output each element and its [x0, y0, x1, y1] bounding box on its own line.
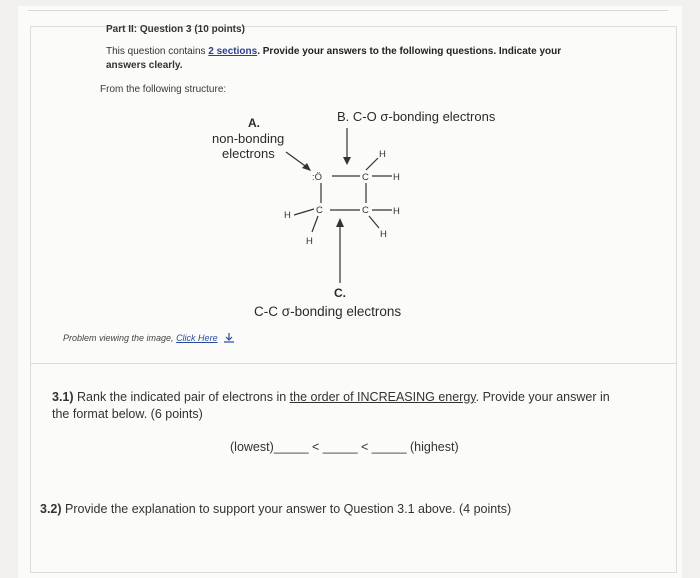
bond-c-h5	[312, 216, 318, 232]
q32-number: 3.2)	[40, 502, 62, 516]
q31-number: 3.1)	[52, 390, 74, 404]
question-3-1-line1	[52, 390, 610, 404]
bond-c-h4	[369, 216, 379, 228]
question-3-2	[40, 502, 511, 516]
q32-text: Provide the explanation to support your answer to Question 3.1 above. (4 points)	[61, 502, 512, 516]
sections-link[interactable]: 2 sections	[208, 46, 258, 57]
carbon-right-atom: C	[362, 205, 369, 216]
h-atom-1: H	[393, 172, 400, 183]
intro-text-pre: This question contains	[106, 46, 209, 57]
h-atom-6: H	[306, 236, 313, 247]
problem-text: Problem viewing the image,	[63, 333, 177, 343]
h-atom-3: H	[393, 206, 400, 217]
arrow-c-head	[336, 218, 344, 227]
bond-h-c	[294, 209, 314, 215]
label-a: A.	[248, 116, 260, 130]
label-c: C.	[334, 286, 346, 300]
h-atom-4: H	[380, 229, 387, 240]
oxygen-atom: :Ö	[312, 172, 323, 183]
q31-text-underline: the order of INCREASING energy	[289, 390, 476, 404]
label-a-line2: electrons	[222, 146, 275, 161]
q31-text-pre: Rank the indicated pair of electrons in	[73, 390, 290, 404]
intro-text-post: . Provide your answers to the following questions. Indicate your	[257, 46, 562, 57]
problem-viewing-line	[63, 332, 235, 343]
from-structure-label: From the following structure:	[100, 84, 227, 95]
h-atom-2: H	[379, 149, 386, 160]
q31-text-post: . Provide your answer in	[475, 390, 610, 404]
label-b: B. C-O σ-bonding electrons	[337, 109, 496, 124]
download-icon[interactable]	[223, 332, 235, 343]
intro-line-2: answers clearly.	[106, 60, 183, 71]
label-a-line1: non-bonding	[212, 131, 285, 146]
rank-format: (lowest)_____ < _____ < _____ (highest)	[230, 440, 459, 454]
question-title: Part II: Question 3 (10 points)	[106, 24, 245, 35]
h-atom-5: H	[284, 210, 291, 221]
label-c-text: C-C σ-bonding electrons	[254, 304, 402, 319]
arrow-b-head	[343, 157, 351, 165]
carbon-left-atom: C	[316, 205, 323, 216]
bond-c-h2	[366, 158, 378, 170]
question-3-1-line2: the format below. (6 points)	[52, 407, 203, 421]
click-here-link[interactable]: Click Here	[176, 333, 218, 343]
carbon-top-atom: C	[362, 172, 369, 183]
